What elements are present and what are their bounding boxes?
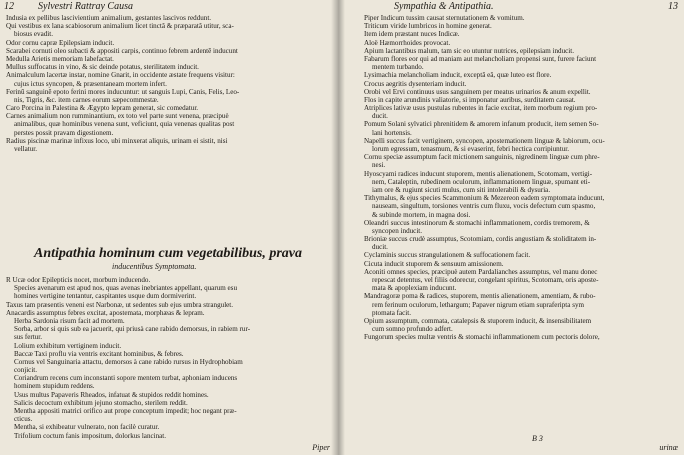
text-line: Piper Indicum tussim causat sternutationem & vomitum. (364, 14, 525, 22)
text-line: Atriplices lativæ usus pustulas rubentes in facie excitat, item morbum regium pro- (364, 104, 598, 113)
catchword: urinæ (659, 443, 678, 452)
text-line: Lolium exhibitum vertiginem inducit. (14, 341, 122, 350)
left-top-text (0, 14, 334, 153)
text-line: Fungorum species multæ ventris & stomachi inflammationem cum pectoris dolore, (364, 333, 600, 342)
text-line: Hyoscyami radices inducunt stuporem, mentis alienationem, Scotomam, vertigi- (364, 169, 593, 178)
text-line: conjicit. (14, 366, 38, 375)
text-line: Anacardis assumptus febres excitat, apostemata, morphæas & lepram. (6, 308, 205, 317)
text-line: Cyclaminis succus strangulationem & suffocationem facit. (364, 251, 531, 260)
section-heading: Antipathia hominum cum vegetabilibus, prava (34, 246, 302, 261)
text-line: cujus ictus syncopen, & præsentaneam mortem infert. (14, 79, 167, 88)
text-line: Coriandrum recens cum inconstanti sopore mentem turbat, aphoniam inducens (14, 374, 238, 383)
right-page-text (342, 14, 684, 342)
text-line: Napelli succus facit vertiginem, syncopen, apostemationem linguæ & labiorum, ocu- (364, 136, 605, 145)
text-line: syncopen inducit. (372, 226, 423, 235)
text-line: Oleandri succus intestinorum & stomachi inflammationem, cordis tremorem, & (364, 218, 590, 227)
text-line: nis, Tigris, &c. item carnes eorum sæpecommestæ. (14, 95, 159, 104)
text-line: hominem stupidum reddens. (14, 382, 95, 391)
text-line: perstes possit pravam digestionem. (14, 128, 114, 137)
text-line: homines vertigine tentantur, caspitantes usque dum dormiverint. (14, 292, 197, 301)
catchword: Piper (312, 443, 330, 452)
text-line: Cornu speciæ assumptum facit mictionem sanguinis, nigredinem linguæ cum phre- (364, 153, 600, 162)
text-line: Taxus tam præsentis veneni est Narbonæ, ut sedentes sub ejus umbra strangulet. (6, 300, 234, 309)
text-line: lorum egressum, tenasmum, & si evaserint, febri hectica corripiuntur. (372, 145, 569, 153)
text-line: Indusia ex pellibus lascivientium animalium, gestantes lascivos reddunt. (6, 14, 212, 22)
text-line: Pomum Solani sylvatici phrenitidem & amorem infanum producit, item semen So- (364, 120, 599, 129)
text-line: nesi. (372, 161, 386, 170)
text-line: mentem turbando. (372, 63, 424, 72)
page-number: 12 (4, 1, 14, 12)
text-line: Lysimachia melancholiam inducit, exceptâ eâ, quæ luteo est flore. (364, 71, 552, 80)
text-line: Triticum viride lumbricos in homine generat. (364, 22, 492, 31)
text-line: Mentha appositi matrici orifico aut prope conceptum impedit; hoc negant præ- (14, 407, 237, 415)
text-line: Odor cornu capræ Epilepsiam inducit. (6, 38, 115, 47)
text-line: Aconiti omnes species, præcipuè autem Pardalianches assumptus, vel manu donec (364, 267, 598, 276)
running-title: Sylvestri Rattray Causa (38, 1, 133, 12)
text-line: Qui vestibus ex lana scabiosorum animalium licet tinctâ & præparatâ utitur, sca- (6, 22, 234, 31)
left-section-text (0, 276, 334, 440)
text-line: sus fertur. (14, 333, 42, 342)
text-line: & subinde mortem, in magna dosi. (372, 210, 471, 219)
text-line: Apium lactantibus malum, tam sic eo utuntur nutrices, epilepsiam inducit. (364, 46, 575, 55)
text-line: mata & apoplexiam inducunt. (372, 284, 457, 293)
text-line: Baccæ Taxi proflu via ventris excitant hominibus, & febres. (14, 349, 184, 358)
section-subheading: inducentibus Symptomata. (112, 262, 197, 271)
text-line: vellatur. (14, 145, 38, 153)
text-line: Animalculum lacertæ instar, nomine Gnarit, in occidente æstate frequens visitur: (6, 71, 235, 80)
text-line: ducit. (372, 243, 388, 252)
text-line: Cicuta inducit stuporem & sensuum amissionem. (364, 259, 504, 268)
text-line: cticus. (14, 415, 33, 424)
text-line: Medulla Arietis memoriam labefactat. (6, 54, 114, 63)
left-page-header (0, 1, 334, 13)
page-number: 13 (668, 1, 678, 12)
text-line: Aloë Hæmorrhoides provocat. (364, 38, 451, 47)
text-line: Cornus vel Sanguinaria attactu, demorsos à cane rabido rursus in Hydrophobiam (14, 357, 243, 366)
text-line: Orobi vel Ervi continuus usus sanguinem per meatus urinarios & anum expellit. (364, 87, 591, 96)
text-line: Sorba, arbor si quis sub ea jacuerit, qui priusà cane rabido demorsus, in rabiem rur- (14, 325, 251, 334)
text-line: Brioniæ succus crudè assumptus, Scotomiam, cordis angustiam & stoliditatem in- (364, 235, 597, 244)
text-line: biosus evadit. (14, 30, 54, 39)
text-line: Caro Porcina in Palestina & Ægypto lepram generat, sic comedatur. (6, 104, 199, 113)
text-line: repescat detentus, vel filiis odorecur, congelant spiritus, Scotomam, oris aposte- (372, 276, 599, 284)
right-page-header (342, 1, 684, 13)
text-line: Usus multus Papaveris Rheados, infatuat & stupidos reddit homines. (14, 390, 209, 399)
text-line: Herba Sardonia risum facit ad mortem. (14, 316, 125, 325)
text-line: Crocus aegritis dysenteriam inducit. (364, 79, 467, 88)
text-line: Scarabei cornuti oleo subacti & appositi carpis, continuo febrem ardentē inducunt (6, 46, 238, 55)
text-line: Radius piscinæ marinæ infixus loco, ubi minxerat aliquis, urinam ei sistit, nisi (6, 136, 228, 145)
text-line: animalibus, quæ hominibus venena sunt, veficiunt, quia venenas qualitas post (14, 120, 235, 129)
signature-mark: B 3 (532, 434, 543, 443)
text-line: Carnes animalium non rumminantium, ex toto vel parte sunt venena, præcipuè (6, 112, 229, 121)
text-line: Tithymalus, & ejus species Scammonium & Mezereon eadem symptomata inducunt, (364, 194, 605, 203)
text-line: nauseam, singultum, torsiones ventris cum fluxu, vocis defectum cum spasmo, (372, 202, 596, 211)
text-line: iam ore & rugiunt sicuti mulus, cum siti intolerabili & dysuria. (372, 185, 551, 194)
text-line: ducit. (372, 112, 388, 121)
running-title: Sympathia & Antipathia. (394, 1, 494, 12)
text-line: R Ucæ odor Epilepticis nocet, morbum inducendo. (6, 276, 151, 284)
left-page (0, 0, 334, 455)
text-line: Fabarum flores eor qui ad maniam aut melancholiam propensi sunt, furere faciunt (364, 54, 597, 63)
text-line: cum somno profundo adfert. (372, 325, 453, 334)
right-page (342, 0, 684, 455)
text-line: lani hortensis. (372, 128, 412, 137)
text-line: nem, Cataleptin, rubedinem oculorum, inflammationem linguæ, spumant eti- (372, 177, 591, 186)
text-line: Opium assumptum, commata, catalepsis & stuporem inducit, & insensibilitatem (364, 316, 592, 325)
text-line: Mandragoræ poma & radices, stuporem, mentis alienationem, amentiam, & rubo- (364, 292, 596, 301)
text-line: Species avenarum est apud nos, quas avenas inebriantes appellant, quarum esu (14, 284, 237, 293)
text-line: Mentha, si exhibeatur vulnerato, non facilè curatur. (14, 423, 160, 432)
text-line: Trifolium coctum fanis impositum, dolorkus lancinat. (14, 431, 167, 440)
text-line: Ferinū sanguinē epoto ferini mores inducuntur: ut sanguis Lupi, Canis, Felis, Leo- (6, 87, 240, 96)
text-line: Mullus suffocatus in vino, & sic deinde potatus, sterilitatem inducit. (6, 63, 199, 72)
text-line: Salicis decoctum exhibitum jejuno stomacho, sterilem reddit. (14, 398, 188, 407)
text-line: Item idem præstant nuces Indicæ. (364, 30, 460, 39)
text-line: rem ferinum oculorum, lethargum; Papaver nigrum etiam supraferipta sym (372, 300, 585, 309)
text-line: ptomata facit. (372, 308, 411, 317)
text-line: Flos in capite arundinis valiatorie, si imponatur auribus, surditatem causat. (364, 95, 576, 104)
